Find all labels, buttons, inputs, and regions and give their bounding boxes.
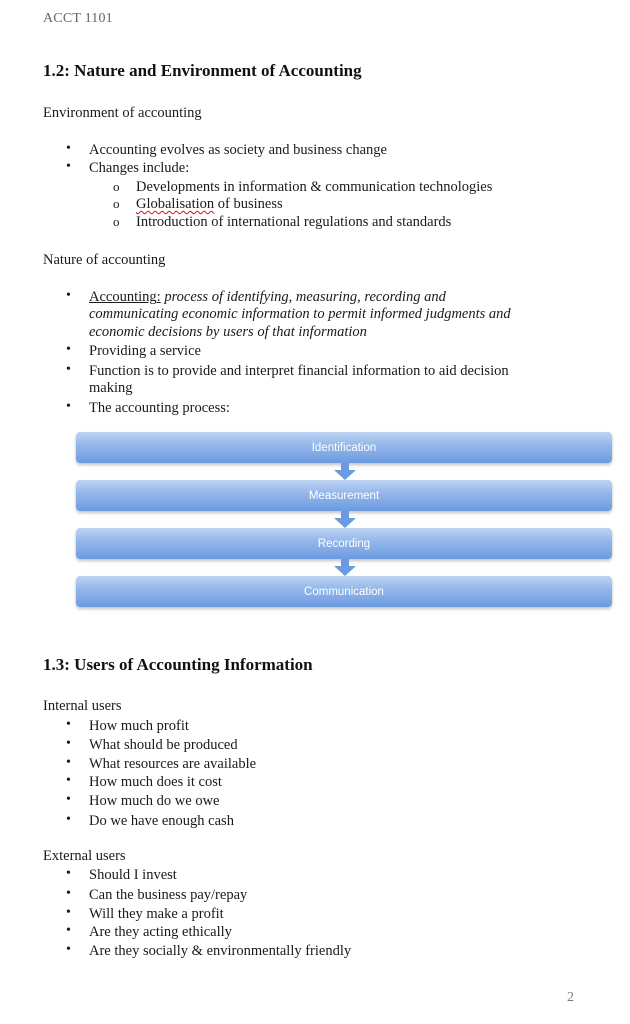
bullet-icon: • [66,399,71,414]
internal-user-item: Do we have enough cash [89,813,234,829]
internal-user-item: How much profit [89,718,189,734]
section-1-3-title: 1.3: Users of Accounting Information [43,655,313,674]
down-arrow-icon [334,558,356,576]
definition-line-2: communicating economic information to permit informed judgments and [89,306,511,322]
internal-users-heading: Internal users [43,698,122,714]
bullet-icon: • [66,886,71,901]
bullet-icon: • [66,773,71,788]
nature-bullet-service: Providing a service [89,343,201,359]
bullet-icon: • [66,942,71,957]
bullet-icon: • [66,141,71,156]
external-user-item: Are they socially & environmentally friendly [89,943,352,959]
down-arrow-icon [334,510,356,528]
definition-line-1 [89,288,446,306]
circle-bullet-icon: o [113,214,120,229]
nature-heading: Nature of accounting [43,252,166,268]
circle-bullet-icon: o [113,196,120,211]
process-step-identification [76,432,612,463]
process-step-recording [76,528,612,559]
internal-user-item: What should be produced [89,737,238,753]
external-user-item: Should I invest [89,867,177,883]
circle-bullet-icon: o [113,179,120,194]
bullet-icon: • [66,812,71,827]
external-user-item: Can the business pay/repay [89,887,248,903]
process-step-measurement [76,480,612,511]
process-step-label: Identification [311,441,377,454]
process-step-label: Recording [317,537,371,550]
bullet-icon: • [66,905,71,920]
bullet-icon: • [66,362,71,377]
environment-heading: Environment of accounting [43,105,202,121]
bullet-icon: • [66,866,71,881]
internal-user-item: What resources are available [89,756,257,772]
bullet-icon: • [66,923,71,938]
section-1-2-title: 1.2: Nature and Environment of Accounting [43,61,362,80]
definition-term: Accounting [89,289,157,305]
env-bullet-2: Changes include: [89,160,190,176]
bullet-icon: • [66,736,71,751]
internal-user-item: How much do we owe [89,793,220,809]
bullet-icon: • [66,342,71,357]
sub-bullet-3: Introduction of international regulations and standards [136,214,452,230]
page-number: 2 [567,990,574,1005]
internal-user-item: How much does it cost [89,774,222,790]
nature-bullet-function: Function is to provide and interpret financial information to aid decision [89,363,509,379]
external-users-heading: External users [43,848,126,864]
sub-bullet-2-rest: of business [214,196,283,212]
sub-bullet-2 [136,195,283,213]
course-code: ACCT 1101 [43,11,113,26]
definition-colon: : [156,289,161,305]
definition-line-3: economic decisions by users of that information [89,324,367,340]
env-bullet-1: Accounting evolves as society and business change [89,142,387,158]
definition-text-1: process of identifying, measuring, recording and [160,289,446,305]
process-step-label: Communication [304,585,384,598]
bullet-icon: • [66,792,71,807]
nature-bullet-process: The accounting process: [89,400,230,416]
bullet-icon: • [66,755,71,770]
spellcheck-word[interactable]: Globalisation [136,196,215,212]
process-step-communication [76,576,612,607]
bullet-icon: • [66,717,71,732]
bullet-icon: • [66,288,71,303]
down-arrow-icon [334,462,356,480]
sub-bullet-1: Developments in information & communication technologies [136,179,493,195]
process-step-label: Measurement [308,489,380,502]
external-user-item: Will they make a profit [89,906,224,922]
nature-bullet-function-cont: making [89,380,133,396]
bullet-icon: • [66,159,71,174]
external-user-item: Are they acting ethically [89,924,232,940]
